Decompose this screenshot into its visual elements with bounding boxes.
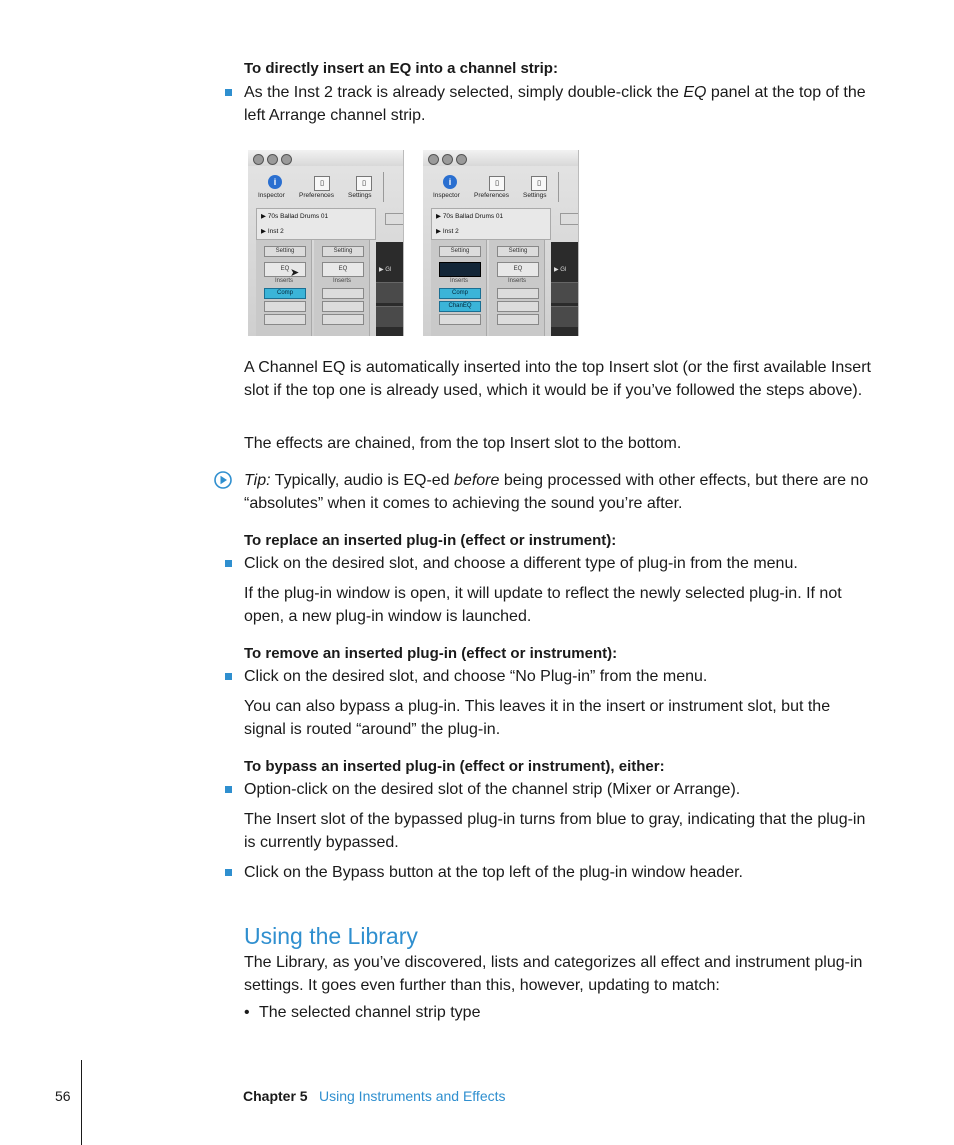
eq-panel: EQ <box>322 262 364 277</box>
preferences-icon: ▯ <box>314 176 330 191</box>
paragraph-effects-chained: The effects are chained, from the top Insert slot to the bottom. <box>244 435 682 452</box>
eq-panel: EQ <box>264 262 306 277</box>
inserts-label: Inserts <box>449 278 468 284</box>
bullet-insert-eq: As the Inst 2 track is already selected, simply double-click the EQ panel at the top of the left Arrange channel strip. <box>244 84 866 124</box>
channel-strip-left <box>431 240 487 336</box>
arrange-tab <box>385 213 404 225</box>
tip-arrow-icon <box>214 471 232 489</box>
inserts-label: Inserts <box>274 278 293 284</box>
insert-slot-empty <box>264 301 306 312</box>
heading-insert-eq: To directly insert an EQ into a channel strip: <box>244 60 558 77</box>
toolbar-separator <box>383 172 384 202</box>
bullet-bypass-button: Click on the Bypass button at the top left of the plug-in window header. <box>244 864 743 881</box>
insert-slot-comp: Comp <box>264 288 306 299</box>
heading-bypass-plugin: To bypass an inserted plug-in (effect or instrument), either: <box>244 758 665 775</box>
window-titlebar <box>423 150 578 166</box>
zoom-light-icon <box>456 154 467 165</box>
setting-button: Setting <box>264 246 306 257</box>
arrange-region <box>376 282 403 303</box>
toolbar-label-preferences: Preferences <box>474 192 510 199</box>
track-list <box>431 208 551 240</box>
toolbar-label-settings: Settings <box>348 192 372 199</box>
window-titlebar <box>248 150 403 166</box>
bullet-option-click: Option-click on the desired slot of the channel strip (Mixer or Arrange). <box>244 781 741 798</box>
insert-slot-empty <box>497 314 539 325</box>
setting-button: Setting <box>322 246 364 257</box>
bullet-marker <box>225 89 232 96</box>
insert-slot-empty <box>322 314 364 325</box>
arrange-region-label: ▶ Gl <box>554 267 567 273</box>
eq-panel: EQ <box>497 262 539 277</box>
insert-slot-empty <box>322 288 364 299</box>
tip-label: Tip: <box>244 472 271 489</box>
toolbar-separator <box>558 172 559 202</box>
setting-button: Setting <box>439 246 481 257</box>
bullet-marker <box>225 869 232 876</box>
bullet-marker <box>225 560 232 567</box>
bullet-marker <box>225 673 232 680</box>
screenshot-before <box>248 150 404 336</box>
section-title-library: Using the Library <box>244 923 418 949</box>
insert-slot-empty <box>497 288 539 299</box>
arrange-region-label: ▶ Gl <box>379 267 392 273</box>
arrange-area <box>551 242 578 336</box>
toolbar-label-preferences: Preferences <box>299 192 335 199</box>
insert-slot-empty <box>264 314 306 325</box>
paragraph-bypass-intro: You can also bypass a plug-in. This leaves it in the insert or instrument slot, but the signal is routed “around” the plug-in. <box>244 698 831 738</box>
channel-strip-right <box>489 240 545 336</box>
arrange-area <box>376 242 403 336</box>
page-number: 56 <box>55 1088 71 1104</box>
zoom-light-icon <box>281 154 292 165</box>
inserts-label: Inserts <box>507 278 526 284</box>
arrange-tab <box>560 213 579 225</box>
channel-strip-right <box>314 240 370 336</box>
footer-chapter-title: Using Instruments and Effects <box>319 1088 506 1104</box>
settings-icon: ▯ <box>531 176 547 191</box>
track-row: ▶ Inst 2 <box>261 228 284 235</box>
track-row: ▶ Inst 2 <box>436 228 459 235</box>
minimize-light-icon <box>442 154 453 165</box>
paragraph-bypassed-gray: The Insert slot of the bypassed plug-in turns from blue to gray, indicating that the plug-in is currently bypassed. <box>244 811 866 851</box>
insert-slot-empty <box>322 301 364 312</box>
insert-slot-empty <box>497 301 539 312</box>
footer-divider <box>81 1060 82 1145</box>
heading-replace-plugin: To replace an inserted plug-in (effect or instrument): <box>244 532 617 549</box>
inserts-label: Inserts <box>332 278 351 284</box>
arrange-region <box>376 306 403 327</box>
info-icon: i <box>443 175 457 189</box>
screenshot-after <box>423 150 579 336</box>
insert-slot-comp: Comp <box>439 288 481 299</box>
close-light-icon <box>428 154 439 165</box>
bullet-remove-plugin: Click on the desired slot, and choose “No Plug-in” from the menu. <box>244 668 708 685</box>
settings-icon: ▯ <box>356 176 372 191</box>
track-row: ▶ 70s Ballad Drums 01 <box>261 213 329 220</box>
insert-slot-chaneq: ChanEQ <box>439 301 481 312</box>
footer-chapter: Chapter 5 <box>243 1088 308 1104</box>
close-light-icon <box>253 154 264 165</box>
bullet-replace-plugin: Click on the desired slot, and choose a different type of plug-in from the menu. <box>244 555 798 572</box>
heading-remove-plugin: To remove an inserted plug-in (effect or instrument): <box>244 645 618 662</box>
info-icon: i <box>268 175 282 189</box>
list-item: • The selected channel strip type <box>244 1001 480 1024</box>
paragraph-library: The Library, as you’ve discovered, lists and categorizes all effect and instrument plug-in settings. It goes even further than this, however, updating to match: <box>244 954 863 994</box>
toolbar-label-inspector: Inspector <box>258 192 285 199</box>
mouse-cursor-icon: ➤ <box>290 267 300 279</box>
track-row: ▶ 70s Ballad Drums 01 <box>436 213 504 220</box>
eq-display <box>439 262 481 277</box>
channel-strip-left <box>256 240 312 336</box>
bullet-marker <box>225 786 232 793</box>
minimize-light-icon <box>267 154 278 165</box>
arrange-region <box>551 306 578 327</box>
insert-slot-empty <box>439 314 481 325</box>
track-list <box>256 208 376 240</box>
bullet-dot: • <box>244 1004 250 1021</box>
toolbar-label-inspector: Inspector <box>433 192 460 199</box>
paragraph-plugin-window: If the plug-in window is open, it will update to reflect the newly selected plug-in. If not open, a new plug-in window is launched. <box>244 585 842 625</box>
tip-paragraph: Tip: Typically, audio is EQ-ed before being processed with other effects, but there are no “absolutes” when it comes to achieving the sound you’re after. <box>244 472 869 512</box>
toolbar-label-settings: Settings <box>523 192 547 199</box>
setting-button: Setting <box>497 246 539 257</box>
paragraph-channel-eq: A Channel EQ is automatically inserted into the top Insert slot (or the first available Insert slot if the top one is already used, which it would be if you’ve followed the steps above). <box>244 359 871 399</box>
arrange-region <box>551 282 578 303</box>
preferences-icon: ▯ <box>489 176 505 191</box>
